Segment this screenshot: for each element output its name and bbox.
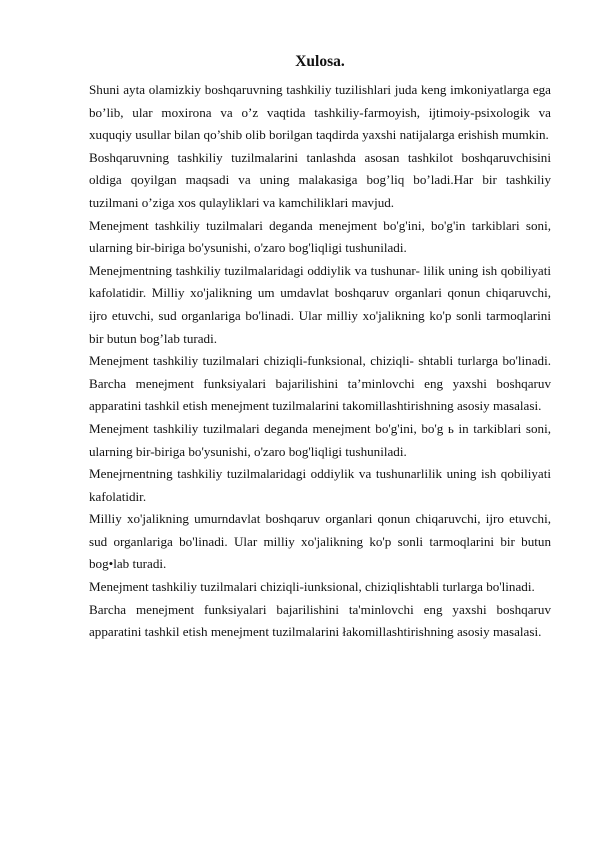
paragraph: Menejmentning tashkiliy tuzilmalaridagi oddiylik va tushunar- lilik uning ish qobiliyati kafolatidir. Milliy xo'jalikning um umdavlat boshqaruv organlari qonun chiqaruvchi, ijro etuvchi, sud organlariga bo'linadi. Ular milliy xo'jalikning ko'p sonli tarmoqlarini bir butun bog’lab turadi. <box>89 262 551 346</box>
paragraph: Barcha menejment funksiyalari bajarilishini ta'minlovchi eng yaxshi boshqaruv apparatini tashkil etish menejment tuzilmalarini łakomillashtirishning asosiy masalasi. <box>89 601 551 640</box>
paragraph: Milliy xo'jalikning umurndavlat boshqaruv organlari qonun chiqaruvchi, ijro etuvchi, sud organlariga bo'linadi. Ular milliy xo'jalikning ko'p sonli tarmoqlarini bir butun bog•lab turadi. <box>89 511 551 572</box>
paragraph: Menejment tashkiliy tuzilmalari deganda menejment bo'g'ini, bo'g ь in tarkiblari soni, ularning bir-biriga bo'ysunishi, o'zaro bog'liqligi tushuniladi. <box>89 420 551 459</box>
paragraph: Menejment tashkiliy tuzilmalari chiziqli-funksional, chiziqli- shtabli turlarga bo'linadi. Barcha menejment funksiyalari bajarilishini ta’minlovchi eng yaxshi boshqaruv apparatini tashkil etish menejment tuzilmalarini takomillashtirishning asosiy masalasi. <box>89 353 551 414</box>
document-page <box>89 52 551 644</box>
paragraph: Shuni ayta olamizkiy boshqaruvning tashkiliy tuzilishlari juda keng imkoniyatlarga ega bo’lib, ular moxirona va o’z vaqtida tashkiliy-farmoyish, ijtimoiy-psixologik va xuquqiy usullar bilan qo’shib olib borilgan taqdirda yaxshi natijalarga erishish mumkin. <box>89 82 551 143</box>
paragraph: Menejrnentning tashkiliy tuzilmalaridagi oddiylik va tushunarlilik uning ish qobiliyati kafolatidir. <box>89 466 551 504</box>
paragraph: Menejment tashkiliy tuzilmalari deganda menejment bo'g'ini, bo'g'in tarkiblari soni, ularning bir-biriga bo'ysunishi, o'zaro bog'liqligi tushuniladi. <box>89 217 551 256</box>
paragraph: Menejment tashkiliy tuzilmalari chiziqli-iunksional, chiziqlishtabli turlarga bo'linadi. <box>89 579 535 595</box>
document-title: Xulosa. <box>295 53 345 70</box>
paragraph: Boshqaruvning tashkiliy tuzilmalarini tanlashda asosan tashkilot boshqaruvchisini oldiga qoyilgan maqsadi va uning malakasiga bog’liq bo’ladi.Har bir tashkiliy tuzilmani o’ziga xos qulayliklari va kamchiliklari mavjud. <box>89 149 551 210</box>
